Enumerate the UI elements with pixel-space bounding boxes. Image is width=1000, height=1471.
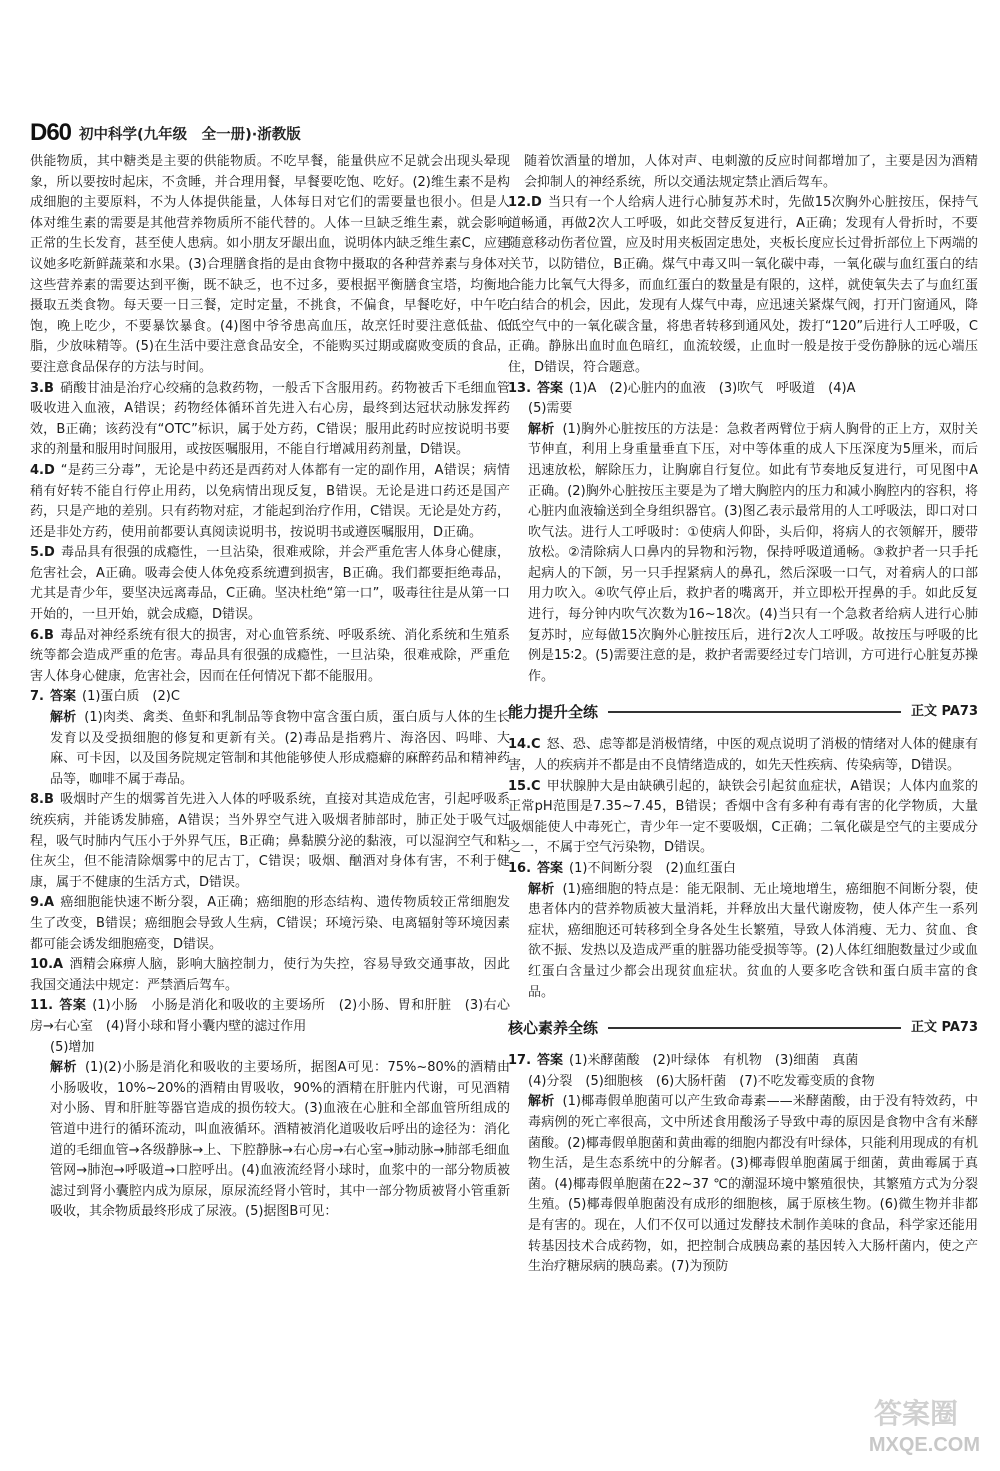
analysis-text: (1)(2)小肠是消化和吸收的主要场所，据图A可见：75%~80%的酒精由小肠吸收，10%~20%的酒精由胃吸收，90%的酒精在肝脏内代谢，可见酒精对小肠、胃和肝脏等器官造成的损伤较大。(3)血液在心脏和全部血管所组成的管道中进行的循环流动，叫血液循环。酒精被消化道吸收后呼出的途径为：消化道的毛细血管→各级静脉→上、下腔静脉→右心房→右心室→肺动脉→肺部毛细血管网→肺泡→呼吸道→口腔呼出。(4)血液流经肾小球时，血浆中的一部分物质被滤过到肾小囊腔内成为原尿，原尿流经肾小管时，其中一部分物质被肾小管重新吸收，其余物质最终形成了尿液。(5)据图B可见：: [50, 1060, 510, 1220]
answer-text: (1)不间断分裂 (2)血红蛋白: [569, 861, 736, 876]
question-16-answer: [508, 859, 978, 880]
question-6: [30, 626, 510, 688]
analysis-label: 解析: [528, 421, 555, 437]
question-5: [30, 543, 510, 625]
section-page-ref: 正文 PA73: [910, 704, 978, 720]
analysis-label: 解析: [528, 881, 555, 897]
analysis-label: 解析: [50, 1060, 77, 1076]
question-number: 11.: [30, 998, 54, 1014]
question-text: “是药三分毒”，无论是中药还是西药对人体都有一定的副作用，A错误；病情稍有好转不能自行停止用药，以免病情出现反复，B错误。无论是进口药还是国产药，只是产地的差别。只有药物对症，才能起到治疗作用，C错误。无论是处方药，还是非处方药，使用前都要认真阅读说明书，按说明书或遵医嘱服用，D正确。: [30, 462, 510, 540]
answer-text: (1)A (2)心脏内的血液 (3)吹气 呼吸道 (4)A: [569, 380, 856, 396]
question-14: [508, 735, 978, 776]
section-title: 核心素养全练: [508, 1018, 599, 1037]
question-8: [30, 790, 510, 893]
answer-text: (1)小肠 小肠是消化和吸收的主要场所 (2)小肠、胃和肝脏 (3)右心房→右心室 (4)肾小球和肾小囊内壁的滤过作用: [30, 998, 510, 1034]
question-text: 酒精会麻痹人脑，影响大脑控制力，使行为失控，容易导致交通事故，因此我国交通法中规定：严禁酒后驾车。: [30, 957, 510, 993]
question-15: [508, 777, 978, 859]
question-number: 13.: [508, 380, 532, 396]
question-9: [30, 893, 510, 955]
right-column: [508, 152, 978, 1278]
question-number: 17.: [508, 1053, 532, 1069]
answer-label: 答案: [59, 998, 87, 1014]
continued-text: 供能物质，其中糖类是主要的供能物质。不吃早餐，能量供应不足就会出现头晕现象，所以要按时起床，不贪睡，并合理用餐，早餐要吃饱、吃好。(2)维生素不是构成细胞的主要原料，不为人体提供能量，人体每日对它们的需要量也很小。但是人体对维生素的需要是其他营养物质所不能代替的。人体一旦缺乏维生素，就会影响正常的生长发育，甚至使人患病。如小朋友牙龈出血，说明体内缺乏维生素C，应建议她多吃新鲜蔬菜和水果。(3)合理膳食指的是由食物中摄取的各种营养素与身体对这些营养素的需要达到平衡，既不缺乏，也不过多，要根据平衡膳食宝塔，均衡地摄取五类食物。每天要一日三餐，定时定量，不挑食，不偏食，早餐吃好，中午吃饱，晚上吃少，不要暴饮暴食。(4)图中爷爷患高血压，故烹饪时要注意低盐、低脂，少放味精等。(5)在生活中要注意食品安全，不能购买过期或腐败变质的食品，要注意食品保存的方法与时间。: [30, 154, 510, 375]
question-number: 4.D: [30, 462, 55, 478]
answer-label: 答案: [537, 1053, 564, 1069]
answer-label: 答案: [49, 689, 76, 705]
page-header: [30, 118, 301, 148]
question-number: 10.A: [30, 957, 64, 973]
section-page-ref: 正文 PA73: [910, 1019, 978, 1035]
question-number: 7.: [30, 689, 44, 705]
question-16-analysis: [508, 880, 978, 1004]
answer-label: 答案: [537, 861, 564, 876]
question-13-answer-tail: (5)需要: [528, 401, 573, 417]
question-number: 8.B: [30, 792, 54, 808]
question-text: 毒品具有很强的成瘾性，一旦沾染，很难戒除，并会严重危害人体身心健康，危害社会，A正确。吸毒会使人体免疫系统遭到损害，B正确。我们都要拒绝毒品，尤其是青少年，要坚决远离毒品，C正确。坚决杜绝“第一口”，吸毒往往是从第一口开始的，一旦开始，就会成瘾，D错误。: [30, 545, 510, 623]
question-12: [508, 193, 978, 378]
question-number: 9.A: [30, 895, 55, 911]
question-17-analysis: [508, 1092, 978, 1277]
question-number: 5.D: [30, 545, 55, 561]
section-divider: [608, 711, 901, 713]
question-11-analysis: [30, 1058, 510, 1223]
question-number: 6.B: [30, 627, 54, 643]
question-17-answer-tail: (4)分裂 (5)细胞核 (6)大肠杆菌 (7)不吃发霉变质的食物: [528, 1073, 875, 1089]
watermark-seal: 答案圈: [873, 1397, 958, 1430]
question-10: [30, 955, 510, 996]
book-title: 初中科学(九年级 全一册)·浙教版: [79, 126, 301, 143]
question-text: 硝酸甘油是治疗心绞痛的急救药物，一般舌下含服用药。药物被舌下毛细血管吸收进入血液，A错误；药物经体循环首先进入右心房，最终到达冠状动脉发挥药效，B正确；该药没有“OTC”标识，属于处方药，C错误；服用此药时应按说明书要求的剂量和服用时间服用，或按医嘱服用，不能自行增减用药剂量，D错误。: [30, 380, 510, 458]
analysis-text: (1)胸外心脏按压的方法是：急救者两臂位于病人胸骨的正上方，双肘关节伸直，利用上身重量垂直下压，对中等体重的成人下压深度为5厘米，而后迅速放松，解除压力，让胸廓自行复位。如此有节奏地反复进行，可见图中A正确。(2)胸外心脏按压主要是为了增大胸腔内的压力和减小胸腔内的容积，将心脏内血液输送到全身组织器官。(3)图乙表示最常用的人工呼吸法，即口对口吹气法。进行人工呼吸时：①使病人仰卧，头后仰，将病人的衣领解开，腰带放松。②清除病人口鼻内的异物和污物，保持呼吸道通畅。③救护者一只手托起病人的下颌，另一只手捏紧病人的鼻孔，然后深吸一口气，对着病人的口部用力吹入。④吹气停止后，救护者的嘴离开，并立即松开捏鼻的手。如此反复进行，每分钟内吹气次数为16~18次。(4)当只有一个急救者给病人进行心肺复苏时，应每做15次胸外心脏按压后，进行2次人工呼吸。故按压与呼吸的比例是15∶2。(5)需要注意的是，救护者需要经过专门培训，方可进行心脏复苏操作。: [528, 421, 978, 684]
answer-text: (1)米酵菌酸 (2)叶绿体 有机物 (3)细菌 真菌: [569, 1053, 859, 1069]
question-13-analysis: [508, 420, 978, 688]
watermark-text: MXQE.COM: [868, 1434, 980, 1456]
analysis-label: 解析: [528, 1094, 555, 1110]
analysis-text: (1)肉类、禽类、鱼虾和乳制品等食物中富含蛋白质，蛋白质与人体的生长发育以及受损细胞的修复和更新有关。(2)毒品是指鸦片、海洛因、吗啡、大麻、可卡因，以及国务院规定管制和其他能够使人形成瘾癖的麻醉药品和精神药品等，咖啡不属于毒品。: [50, 710, 510, 787]
question-text: 毒品对神经系统有很大的损害，对心血管系统、呼吸系统、消化系统和生殖系统等都会造成严重的危害。毒品具有很强的成瘾性，一旦沾染，很难戒除，严重危害人体身心健康，危害社会，因而在任何情况下都不能服用。: [30, 627, 510, 684]
question-7-answer: [30, 687, 510, 708]
question-11-answer-tail: (5)增加: [50, 1039, 95, 1055]
question-11-answer: [30, 996, 510, 1037]
question-17-answer: [508, 1051, 978, 1072]
question-13-answer: [508, 379, 978, 400]
continued-text: 随着饮酒量的增加，人体对声、电刺激的反应时间都增加了，主要是因为酒精会抑制人的神经系统，所以交通法规定禁止酒后驾车。: [524, 154, 978, 190]
question-text: 怒、恐、虑等都是消极情绪，中医的观点说明了消极的情绪对人体的健康有害，人的疾病并不都是由不良情绪造成的，如先天性疾病、传染病等，D错误。: [508, 737, 978, 774]
question-text: 甲状腺肿大是由缺碘引起的，缺铁会引起贫血症状，A错误；人体内血浆的正常pH范围是7.35~7.45，B错误；香烟中含有多种有毒有害的化学物质，大量吸烟能使人中毒死亡，青少年一定不要吸烟，C正确；二氧化碳是空气的主要成分之一，不属于空气污染物，D错误。: [508, 778, 978, 856]
section-core: [508, 1013, 978, 1043]
question-number: 14.C: [508, 737, 541, 753]
left-column: [30, 152, 510, 1223]
answer-text: (1)蛋白质 (2)C: [82, 689, 180, 705]
answer-label: 答案: [537, 380, 564, 396]
question-number: 3.B: [30, 380, 54, 396]
section-divider: [608, 1027, 901, 1029]
analysis-text: (1)椰毒假单胞菌可以产生致命毒素——米酵菌酸，由于没有特效药，中毒病例的死亡率很高，文中所述食用酸汤子导致中毒的原因是食物中含有米酵菌酸。(2)椰毒假单胞菌和黄曲霉的细胞内都没有叶绿体，只能利用现成的有机物生活，是生态系统中的分解者。(3)椰毒假单胞菌属于细菌，黄曲霉属于真菌。(4)椰毒假单胞菌在22~37 ℃的潮湿环境中繁殖很快，其繁殖方式为分裂生殖。(5)椰毒假单胞菌没有成形的细胞核，属于原核生物。(6)微生物并非都是有害的。现在，人们不仅可以通过发酵技术制作美味的食品，科学家还能用转基因技术合成药物，如，把控制合成胰岛素的基因转入大肠杆菌内，使之产生治疗糖尿病的胰岛素。(7)为预防: [528, 1094, 978, 1275]
section-ability: [508, 697, 978, 727]
page-number: D60: [30, 119, 72, 146]
question-number: 15.C: [508, 778, 541, 794]
analysis-label: 解析: [50, 710, 77, 726]
question-text: 吸烟时产生的烟雾首先进入人体的呼吸系统，直接对其造成危害，引起呼吸系统疾病，并能诱发肺癌，A错误；当外界空气进入吸烟者肺部时，肺正处于吸气过程，吸气时肺内气压小于外界气压，B正确；鼻黏膜分泌的黏液，可以湿润空气和粘住灰尘，但不能清除烟雾中的尼古丁，C错误；吸烟、酗酒对身体有害，不利于健康，属于不健康的生活方式，D错误。: [30, 792, 510, 890]
analysis-text: (1)癌细胞的特点是：能无限制、无止境地增生，癌细胞不间断分裂，使患者体内的营养物质被大量消耗，并释放出大量代谢废物，使人体产生一系列症状，癌细胞还可转移到全身各处生长繁殖，导致人体消瘦、无力、贫血、食欲不振、发热以及造成严重的脏器功能受损等等。(2)人体红细胞数量过少或血红蛋白含量过少都会出现贫血症状。贫血的人要多吃含铁和蛋白质丰富的食品。: [528, 881, 978, 1000]
question-number: 12.D: [508, 195, 542, 211]
question-number: 16.: [508, 861, 532, 876]
section-title: 能力提升全练: [508, 703, 599, 722]
question-text: 当只有一个人给病人进行心肺复苏术时，先做15次胸外心脏按压，保持气道畅通，再做2次人工呼吸，如此交替反复进行，A正确；发现有人骨折时，不要随意移动伤者位置，应及时用夹板固定患处，夹板长度应长过骨折部位上下两端的关节，以防错位，B正确。煤气中毒又叫一氧化碳中毒，一氧化碳与血红蛋白的结合能力比氧气大得多，而血红蛋白的数量是有限的，这样，就使氧失去了与血红蛋白结合的机会，因此，发现有人煤气中毒，应迅速关紧煤气阀，打开门窗通风，降低空气中的一氧化碳含量，将患者转移到通风处，拨打“120”后进行人工呼吸，C正确。静脉出血时血色暗红，血流较缓，止血时一般是按于受伤静脉的远心端压住，D错误，符合题意。: [508, 195, 978, 375]
question-3: [30, 379, 510, 461]
question-text: 癌细胞能快速不断分裂，A正确；癌细胞的形态结构、遗传物质较正常细胞发生了改变，B错误；癌细胞会导致人生病，C错误；环境污染、电离辐射等环境因素都可能会诱发细胞癌变，D错误。: [30, 895, 510, 952]
question-4: [30, 461, 510, 543]
question-7-analysis: [30, 708, 510, 790]
